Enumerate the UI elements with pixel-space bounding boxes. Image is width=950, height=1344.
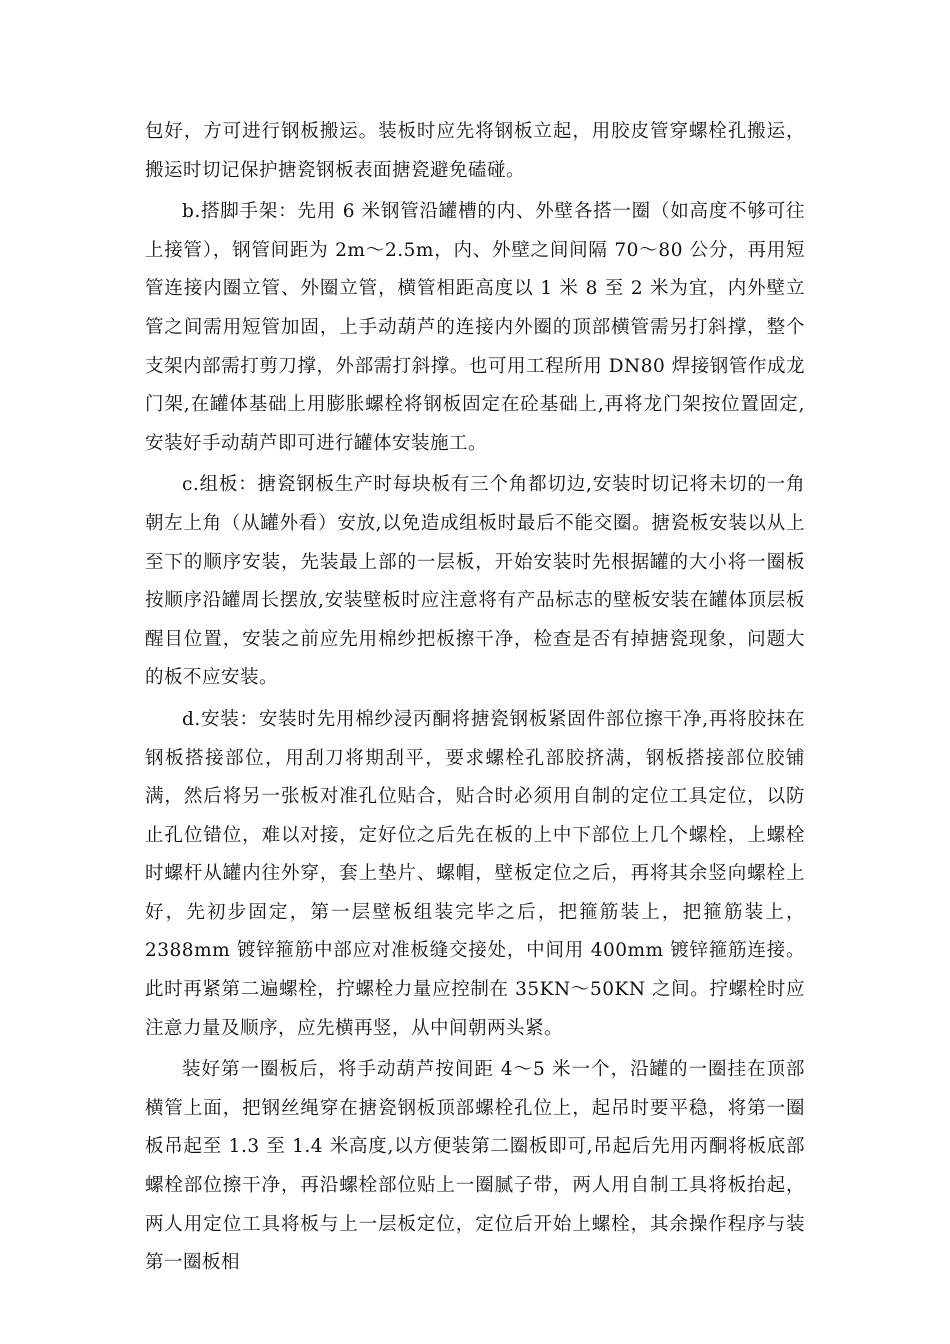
paragraph-scaffolding: b.搭脚手架：先用 6 米钢管沿罐槽的内、外壁各搭一圈（如高度不够可往上接管），钢管间距为 2m～2.5m，内、外壁之间间隔 70～80 公分，再用短管连接内圈立管、外圈立管，横管相距高度以 1 米 8 至 2 米为宜，内外壁立管之间需用短管加固，上手动葫芦的连接内外圈的顶部横管需另打斜撑，整个支架内部需打剪刀撑，外部需打斜撑。也可用工程所用 DN80 焊接钢管作成龙门架,在罐体基础上用膨胀螺栓将钢板固定在砼基础上,再将龙门架按位置固定,安装好手动葫芦即可进行罐体安装施工。 [145, 201, 805, 454]
paragraph-installation: d.安装：安装时先用棉纱浸丙酮将搪瓷钢板紧固件部位擦干净,再将胶抹在钢板搭接部位，用刮刀将期刮平，要求螺栓孔部胶挤满，钢板搭接部位胶铺满，然后将另一张板对准孔位贴合，贴合时必须用自制的定位工具定位，以防止孔位错位，难以对接，定好位之后先在板的上中下部位上几个螺栓，上螺栓时螺杆从罐内往外穿，套上垫片、螺帽，壁板定位之后，再将其余竖向螺栓上好，先初步固定，第一层壁板组装完毕之后，把箍筋装上，把箍筋装上，2388mm 镀锌箍筋中部应对准板缝交接处，中间用 400mm 镀锌箍筋连接。此时再紧第二遍螺栓，拧螺栓力量应控制在 35KN～50KN 之间。拧螺栓时应注意力量及顺序，应先横再竖，从中间朝两头紧。 [145, 708, 805, 1039]
document-body [145, 113, 805, 1286]
paragraph-continuation: 包好，方可进行钢板搬运。装板时应先将钢板立起，用胶皮管穿螺栓孔搬运，搬运时切记保护搪瓷钢板表面搪瓷避免磕碰。 [145, 121, 805, 181]
paragraph-second-ring: 装好第一圈板后，将手动葫芦按间距 4～5 米一个，沿罐的一圈挂在顶部横管上面，把钢丝绳穿在搪瓷钢板顶部螺栓孔位上，起吊时要平稳，将第一圈板吊起至 1.3 至 1.4 米高度,以方便装第二圈板即可,吊起后先用丙酮将板底部螺栓部位擦干净，再沿螺栓部位贴上一圈腻子带，两人用自制工具将板抬起，两人用定位工具将板与上一层板定位，定位后开始上螺栓，其余操作程序与装第一圈板相 [145, 1059, 805, 1274]
paragraph-panel-assembly: c.组板：搪瓷钢板生产时每块板有三个角都切边,安装时切记将未切的一角朝左上角（从罐外看）安放,以免造成组板时最后不能交圈。搪瓷板安装以从上至下的顺序安装，先装最上部的一层板，开始安装时先根据罐的大小将一圈板按顺序沿罐周长摆放,安装壁板时应注意将有产品标志的壁板安装在罐体顶层板醒目位置，安装之前应先用棉纱把板擦干净，检查是否有掉搪瓷现象，问题大的板不应安装。 [145, 474, 805, 689]
